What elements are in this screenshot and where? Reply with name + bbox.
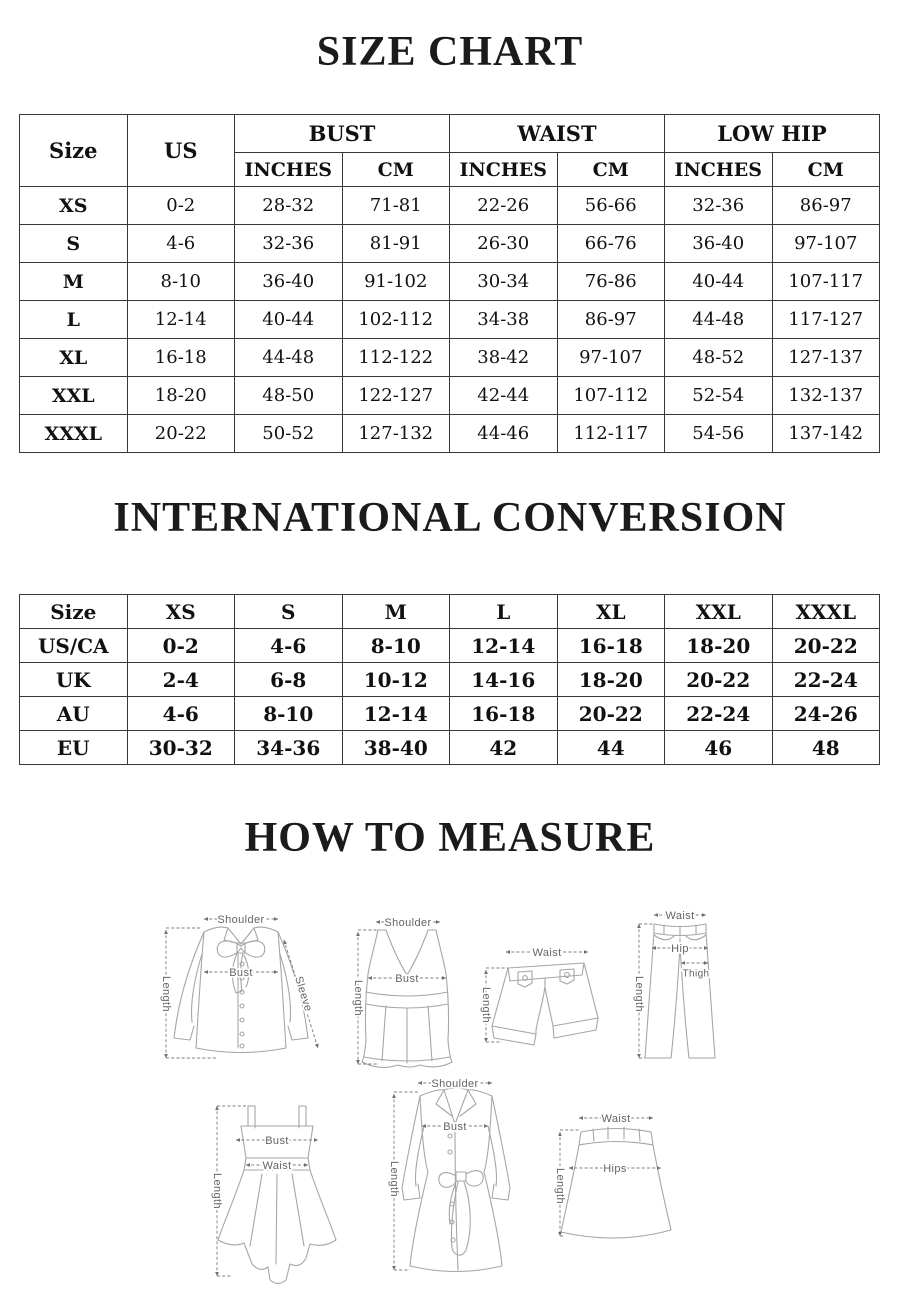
data-cell: 26-30	[450, 225, 558, 263]
blouse-illustration	[156, 908, 334, 1072]
data-cell: 86-97	[772, 187, 880, 225]
data-cell: 48-52	[665, 339, 773, 377]
data-cell: 4-6	[235, 629, 343, 663]
table-row	[20, 731, 880, 765]
data-cell: 40-44	[235, 301, 343, 339]
coat-length-label: Length	[388, 1160, 401, 1198]
skirt-hips-label: Hips	[603, 1162, 627, 1175]
data-cell: S	[20, 225, 128, 263]
shorts-illustration	[478, 942, 610, 1058]
tank-top-illustration	[350, 912, 464, 1074]
data-cell: 6-8	[235, 663, 343, 697]
data-cell: 107-112	[557, 377, 665, 415]
table-row	[20, 301, 880, 339]
data-cell: 97-107	[557, 339, 665, 377]
blouse-length-label: Length	[160, 975, 173, 1013]
header-cell: Size	[20, 595, 128, 629]
header-cell: LOW HIP	[665, 115, 880, 153]
data-cell: 18-20	[127, 377, 235, 415]
conversion-title: INTERNATIONAL CONVERSION	[113, 495, 787, 541]
data-cell: 91-102	[342, 263, 450, 301]
data-cell: L	[20, 301, 128, 339]
data-cell: 4-6	[127, 697, 235, 731]
data-cell: 48-50	[235, 377, 343, 415]
table-row	[20, 377, 880, 415]
header-cell: M	[342, 595, 450, 629]
shorts-measure-arrows	[486, 952, 588, 1042]
table-row	[20, 225, 880, 263]
header-cell: XXL	[665, 595, 773, 629]
table-row	[20, 415, 880, 453]
region-cell: AU	[20, 697, 128, 731]
data-cell: 38-40	[342, 731, 450, 765]
size-chart-title: SIZE CHART	[316, 29, 584, 75]
data-cell: 24-26	[772, 697, 880, 731]
header-cell: XS	[127, 595, 235, 629]
how-to-measure-title: HOW TO MEASURE	[244, 815, 656, 861]
coat-illustration	[386, 1074, 526, 1286]
data-cell: XS	[20, 187, 128, 225]
table-row	[20, 263, 880, 301]
data-cell: 10-12	[342, 663, 450, 697]
dress-length-label: Length	[211, 1172, 224, 1210]
data-cell: 56-66	[557, 187, 665, 225]
data-cell: XL	[20, 339, 128, 377]
data-cell: 46	[665, 731, 773, 765]
blouse-shoulder-label: Shoulder	[217, 913, 265, 926]
data-cell: 22-24	[772, 663, 880, 697]
data-cell: 86-97	[557, 301, 665, 339]
data-cell: 36-40	[665, 225, 773, 263]
data-cell: 30-32	[127, 731, 235, 765]
data-cell: XXXL	[20, 415, 128, 453]
data-cell: 28-32	[235, 187, 343, 225]
skirt-length-label: Length	[554, 1167, 567, 1205]
coat-measure-arrows	[394, 1083, 492, 1270]
tank-shoulder-label: Shoulder	[384, 916, 432, 929]
tank-top-outline	[362, 930, 452, 1067]
header-cell: BUST	[235, 115, 450, 153]
data-cell: 112-117	[557, 415, 665, 453]
header-cell: CM	[557, 153, 665, 187]
skirt-illustration	[553, 1108, 681, 1262]
table-row	[20, 339, 880, 377]
table-row	[20, 629, 880, 663]
coat-outline	[402, 1088, 510, 1272]
dress-waist-label: Waist	[262, 1159, 292, 1172]
dress-outline	[218, 1106, 336, 1284]
blouse-bust-label: Bust	[229, 966, 253, 979]
data-cell: 127-132	[342, 415, 450, 453]
header-cell: INCHES	[450, 153, 558, 187]
table-row	[20, 697, 880, 731]
tank-length-label: Length	[352, 979, 365, 1017]
table-row	[20, 595, 880, 629]
data-cell: 54-56	[665, 415, 773, 453]
data-cell: 97-107	[772, 225, 880, 263]
table-row	[20, 663, 880, 697]
data-cell: 137-142	[772, 415, 880, 453]
data-cell: 40-44	[665, 263, 773, 301]
data-cell: 38-42	[450, 339, 558, 377]
pants-thigh-label: Thigh	[682, 968, 710, 980]
data-cell: 32-36	[235, 225, 343, 263]
data-cell: 2-4	[127, 663, 235, 697]
skirt-outline	[561, 1127, 671, 1238]
data-cell: 102-112	[342, 301, 450, 339]
data-cell: 0-2	[127, 629, 235, 663]
shorts-outline	[492, 963, 598, 1045]
pants-length-label: Length	[633, 975, 646, 1013]
data-cell: 20-22	[557, 697, 665, 731]
header-cell: XL	[557, 595, 665, 629]
header-cell: Size	[20, 115, 128, 187]
data-cell: 42	[450, 731, 558, 765]
data-cell: 16-18	[127, 339, 235, 377]
table-row	[20, 115, 880, 153]
data-cell: 22-24	[665, 697, 773, 731]
data-cell: 48	[772, 731, 880, 765]
data-cell: 81-91	[342, 225, 450, 263]
data-cell: 0-2	[127, 187, 235, 225]
data-cell: 42-44	[450, 377, 558, 415]
data-cell: 117-127	[772, 301, 880, 339]
header-cell: CM	[342, 153, 450, 187]
header-cell: L	[450, 595, 558, 629]
data-cell: 20-22	[127, 415, 235, 453]
data-cell: 12-14	[450, 629, 558, 663]
data-cell: 32-36	[665, 187, 773, 225]
data-cell: 44	[557, 731, 665, 765]
data-cell: 44-46	[450, 415, 558, 453]
pants-illustration	[632, 906, 726, 1070]
size-chart-table	[19, 114, 880, 453]
data-cell: 12-14	[342, 697, 450, 731]
data-cell: 36-40	[235, 263, 343, 301]
data-cell: 14-16	[450, 663, 558, 697]
header-cell: WAIST	[450, 115, 665, 153]
data-cell: 18-20	[557, 663, 665, 697]
region-cell: EU	[20, 731, 128, 765]
dress-measure-arrows	[217, 1106, 318, 1276]
data-cell: 52-54	[665, 377, 773, 415]
data-cell: 44-48	[665, 301, 773, 339]
header-cell: CM	[772, 153, 880, 187]
shorts-waist-label: Waist	[532, 946, 562, 959]
data-cell: 112-122	[342, 339, 450, 377]
data-cell: 76-86	[557, 263, 665, 301]
conversion-table	[19, 594, 880, 765]
shorts-length-label: Length	[480, 986, 493, 1024]
data-cell: 30-34	[450, 263, 558, 301]
data-cell: 8-10	[235, 697, 343, 731]
data-cell: 71-81	[342, 187, 450, 225]
dress-bust-label: Bust	[265, 1134, 289, 1147]
skirt-measure-arrows	[560, 1118, 661, 1236]
data-cell: 122-127	[342, 377, 450, 415]
pants-waist-label: Waist	[665, 909, 695, 922]
data-cell: 4-6	[127, 225, 235, 263]
data-cell: 18-20	[665, 629, 773, 663]
data-cell: 8-10	[342, 629, 450, 663]
blouse-sleeve-label: Sleeve	[292, 974, 315, 1013]
data-cell: 107-117	[772, 263, 880, 301]
header-cell: INCHES	[665, 153, 773, 187]
region-cell: UK	[20, 663, 128, 697]
coat-shoulder-label: Shoulder	[431, 1077, 479, 1090]
data-cell: 44-48	[235, 339, 343, 377]
data-cell: 16-18	[557, 629, 665, 663]
data-cell: 22-26	[450, 187, 558, 225]
data-cell: 8-10	[127, 263, 235, 301]
dress-illustration	[210, 1096, 352, 1290]
data-cell: 127-137	[772, 339, 880, 377]
data-cell: 20-22	[772, 629, 880, 663]
header-cell: S	[235, 595, 343, 629]
data-cell: 16-18	[450, 697, 558, 731]
header-cell: US	[127, 115, 235, 187]
pants-hip-label: Hip	[671, 942, 689, 955]
header-cell: XXXL	[772, 595, 880, 629]
tank-bust-label: Bust	[395, 972, 419, 985]
data-cell: 132-137	[772, 377, 880, 415]
data-cell: 66-76	[557, 225, 665, 263]
table-row	[20, 187, 880, 225]
coat-bust-label: Bust	[443, 1120, 467, 1133]
data-cell: 50-52	[235, 415, 343, 453]
header-cell: INCHES	[235, 153, 343, 187]
skirt-waist-label: Waist	[601, 1112, 631, 1125]
data-cell: 20-22	[665, 663, 773, 697]
blouse-outline	[174, 927, 308, 1052]
data-cell: 12-14	[127, 301, 235, 339]
data-cell: M	[20, 263, 128, 301]
data-cell: 34-36	[235, 731, 343, 765]
data-cell: 34-38	[450, 301, 558, 339]
region-cell: US/CA	[20, 629, 128, 663]
data-cell: XXL	[20, 377, 128, 415]
